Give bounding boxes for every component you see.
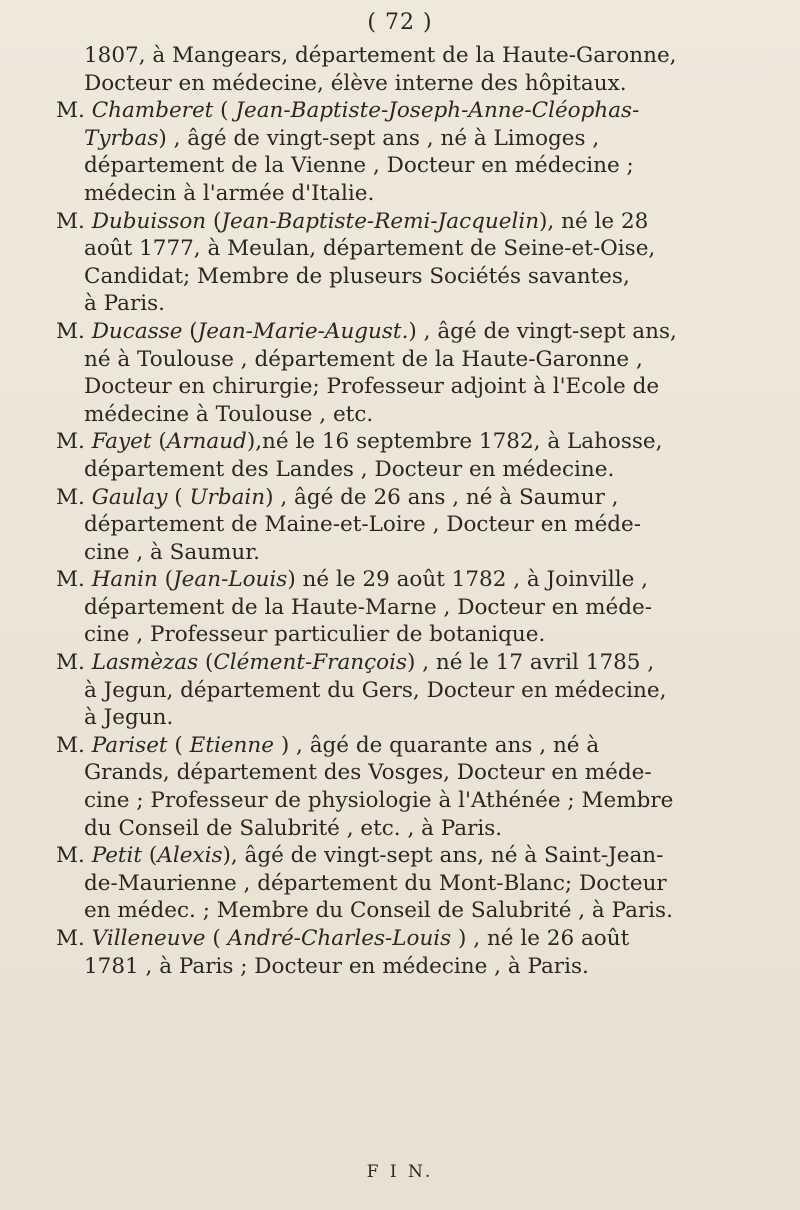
- person-name: Dubuisson: [91, 208, 207, 234]
- person-name: Jean-Baptiste-Remi-Jacquelin: [221, 208, 540, 234]
- text-run: ) , âgé de 26 ans , né à Saumur ,: [265, 484, 619, 510]
- text-line: [56, 97, 736, 125]
- person-name: Villeneuve: [91, 926, 206, 951]
- text-line: [56, 815, 736, 843]
- text-run: (: [205, 926, 228, 951]
- text-run: né à Toulouse , département de la Haute-Garonne ,: [84, 346, 643, 372]
- text-line: [56, 318, 736, 346]
- text-run: M.: [56, 926, 92, 951]
- text-run: ) , né le 17 avril 1785 ,: [407, 650, 655, 676]
- text-run: (: [167, 732, 190, 758]
- text-run: (: [182, 318, 198, 344]
- person-name: Alexis: [157, 843, 223, 869]
- text-run: Grands, département des Vosges, Docteur en méde-: [84, 760, 652, 786]
- text-run: ) , né le 26 août: [451, 926, 630, 951]
- text-run: (: [157, 567, 174, 593]
- text-run: (: [151, 429, 167, 455]
- text-line: [56, 346, 736, 374]
- text-run: ), âgé de vingt-sept ans, né à Saint-Jean-: [222, 843, 664, 869]
- text-line: [56, 180, 736, 208]
- person-name: Fayet: [91, 429, 152, 455]
- person-name: Hanin: [91, 567, 158, 593]
- person-name: Clément-François: [213, 650, 408, 676]
- text-run: 1781 , à Paris ; Docteur en médecine , à Paris.: [84, 953, 589, 979]
- text-block: [56, 42, 736, 980]
- text-run: département de la Vienne , Docteur en médecine ;: [84, 153, 634, 179]
- text-run: ) né le 29 août 1782 , à Joinville ,: [287, 567, 648, 593]
- text-run: M.: [56, 567, 92, 593]
- text-run: département de Maine-et-Loire , Docteur en méde-: [84, 512, 642, 538]
- text-line: [56, 925, 736, 953]
- text-line: [56, 621, 736, 649]
- person-name: Pariset: [91, 732, 168, 758]
- person-name: Jean-Marie-August.: [197, 318, 409, 344]
- text-run: ),né le 16 septembre 1782, à Lahosse,: [246, 429, 663, 455]
- text-run: (: [213, 98, 236, 124]
- text-run: M.: [56, 843, 92, 869]
- person-name: Etienne: [189, 732, 274, 758]
- text-run: à Jegun, département du Gers, Docteur en médecine,: [84, 677, 667, 703]
- text-line: [56, 235, 736, 263]
- text-line: [56, 42, 736, 70]
- text-line: [56, 842, 736, 870]
- text-line: [56, 539, 736, 567]
- person-name: Arnaud: [166, 429, 247, 455]
- text-run: de-Maurienne , département du Mont-Blanc; Docteur: [84, 870, 667, 896]
- text-run: M.: [56, 484, 92, 510]
- text-line: [56, 152, 736, 180]
- text-run: en médec. ; Membre du Conseil de Salubrité , à Paris.: [84, 898, 673, 924]
- text-run: 1807, à Mangears, département de la Haute-Garonne,: [84, 43, 677, 68]
- person-name: Gaulay: [91, 484, 168, 510]
- text-line: [56, 125, 736, 153]
- text-line: [56, 70, 736, 98]
- person-name: Jean-Louis: [173, 567, 288, 593]
- text-run: département des Landes , Docteur en médecine.: [84, 456, 615, 482]
- text-line: [56, 263, 736, 291]
- text-run: Candidat; Membre de pluseurs Sociétés savantes,: [84, 263, 630, 289]
- text-line: [56, 566, 736, 594]
- text-run: (: [167, 484, 190, 510]
- text-line: [56, 428, 736, 456]
- text-line: [56, 649, 736, 677]
- text-line: [56, 290, 736, 318]
- person-name: Chamberet: [91, 98, 214, 124]
- text-line: [56, 511, 736, 539]
- text-run: M.: [56, 98, 92, 124]
- text-line: [56, 759, 736, 787]
- text-run: ) , âgé de vingt-sept ans,: [408, 318, 677, 344]
- text-run: (: [206, 208, 222, 234]
- text-line: [56, 787, 736, 815]
- text-line: [56, 401, 736, 429]
- text-run: M.: [56, 429, 92, 455]
- text-line: [56, 953, 736, 981]
- text-run: du Conseil de Salubrité , etc. , à Paris.: [84, 815, 503, 841]
- text-run: (: [142, 843, 158, 869]
- text-run: à Paris.: [84, 291, 165, 317]
- end-mark: F I N.: [366, 1162, 434, 1182]
- text-run: août 1777, à Meulan, département de Seine-et-Oise,: [84, 236, 656, 262]
- person-name: Jean-Baptiste-Joseph-Anne-Cléophas-: [235, 98, 640, 124]
- person-name: Lasmèzas: [91, 650, 199, 676]
- person-name: Petit: [91, 843, 143, 869]
- text-line: [56, 208, 736, 236]
- text-run: ), né le 28: [539, 208, 649, 234]
- text-run: ) , âgé de quarante ans , né à: [273, 732, 600, 758]
- text-run: M.: [56, 208, 92, 234]
- text-run: médecin à l'armée d'Italie.: [84, 180, 375, 206]
- person-name: Urbain: [189, 484, 266, 510]
- text-run: M.: [56, 732, 92, 758]
- text-run: département de la Haute-Marne , Docteur en méde-: [84, 594, 653, 620]
- text-line: [56, 897, 736, 925]
- text-run: Docteur en chirurgie; Professeur adjoint à l'Ecole de: [84, 374, 660, 400]
- text-line: [56, 594, 736, 622]
- text-run: M.: [56, 650, 92, 676]
- text-run: cine , à Saumur.: [84, 539, 261, 565]
- text-line: [56, 732, 736, 760]
- text-line: [56, 677, 736, 705]
- text-run: Docteur en médecine, élève interne des hôpitaux.: [84, 70, 627, 96]
- person-name: André-Charles-Louis: [227, 926, 452, 951]
- text-line: [56, 484, 736, 512]
- text-run: (: [198, 650, 214, 676]
- text-run: cine , Professeur particulier de botanique.: [84, 622, 546, 648]
- text-line: [56, 704, 736, 732]
- text-run: cine ; Professeur de physiologie à l'Athénée ; Membre: [84, 788, 674, 814]
- person-name: Ducasse: [91, 318, 183, 344]
- person-name: Tyrbas: [84, 125, 159, 151]
- text-run: M.: [56, 318, 92, 344]
- page-number: ( 72 ): [367, 10, 433, 35]
- text-run: à Jegun.: [84, 705, 174, 731]
- text-line: [56, 456, 736, 484]
- text-line: [56, 870, 736, 898]
- text-line: [56, 373, 736, 401]
- text-run: ) , âgé de vingt-sept ans , né à Limoges ,: [158, 125, 600, 151]
- text-run: médecine à Toulouse , etc.: [84, 401, 374, 427]
